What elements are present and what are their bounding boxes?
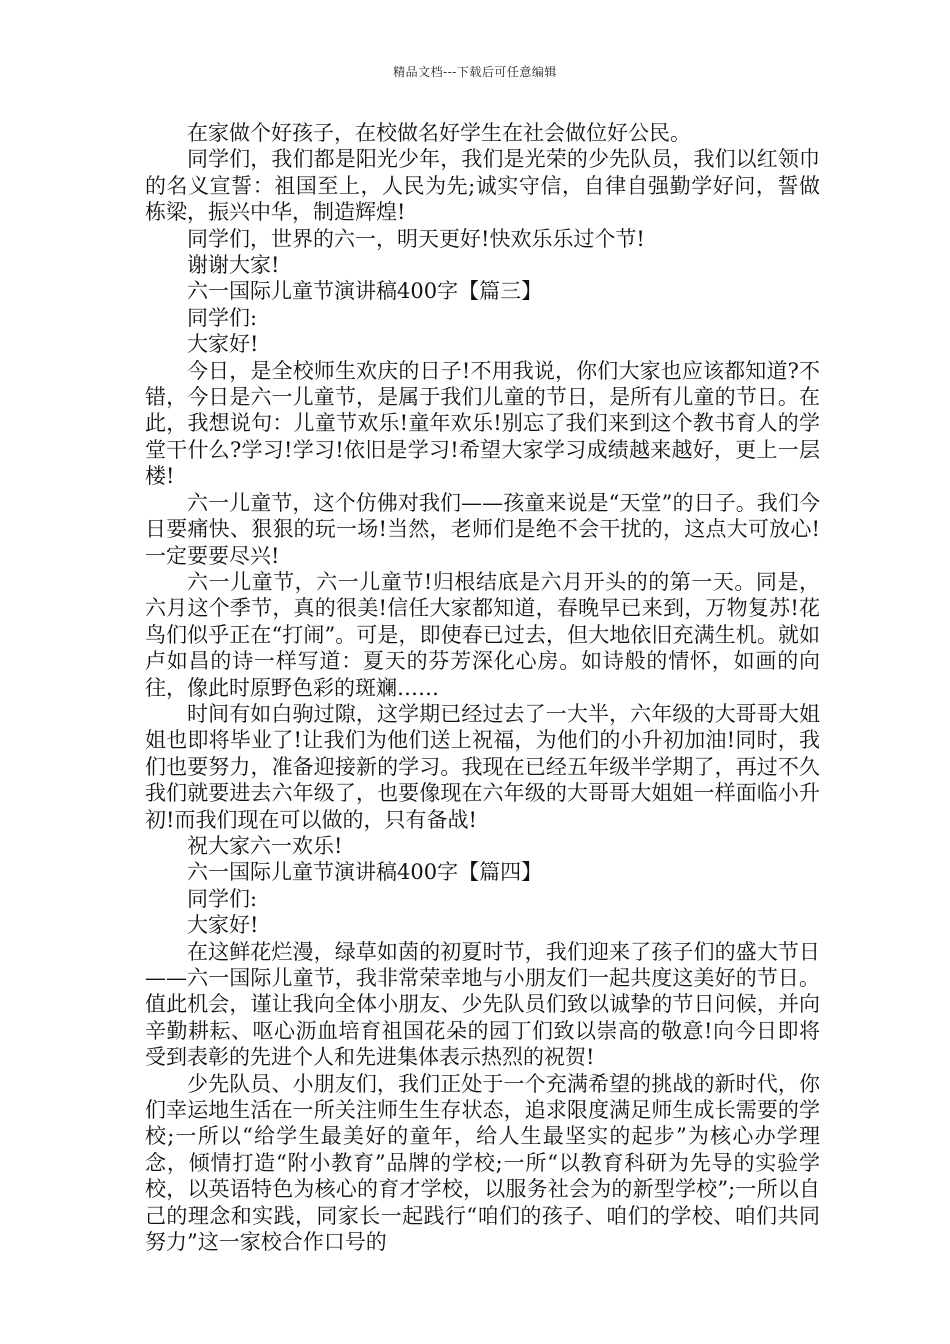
paragraph: 在家做个好孩子，在校做名好学生在社会做位好公民。 (187, 121, 691, 145)
paragraph: 祝大家六一欢乐! (187, 833, 343, 858)
paragraph: 谢谢大家! (187, 253, 280, 278)
paragraph: 同学们，我们都是阳光少年，我们是光荣的少先队员，我们以红领巾的名义宣誓：祖国至上，人民为先;诚实守信，自律自强勤学好问，誓做栋梁，振兴中华，制造辉煌! (145, 147, 820, 225)
paragraph: 六一儿童节，这个仿佛对我们——孩童来说是“天堂”的日子。我们今日要痛快、狠狠的玩一场!当然，老师们是绝不会干扰的，这点大可放心!一定要要尽兴! (145, 490, 820, 568)
page-header: 精品文档---下载后可任意编辑 (393, 65, 557, 79)
document-body (145, 120, 820, 1255)
salutation: 同学们: (187, 886, 258, 911)
paragraph: 少先队员、小朋友们，我们正处于一个充满希望的挑战的新时代，你们幸运地生活在一所关注师生生存状态，追求限度满足师生成长需要的学校;一所以“给学生最美好的童年，给人生最坚实的起步”为核心办学理念，倾情打造“附小教育”品牌的学校;一所“以教育科研为先导的实验学校，以英语特色为核心的育才学校，以服务社会为的新型学校”;一所以自己的理念和实践，同家长一起践行“咱们的孩子、咱们的学校、咱们共同努力”这一家校合作口号的 (145, 1071, 820, 1255)
paragraph: 时间有如白驹过隙，这学期已经过去了一大半，六年级的大哥哥大姐姐也即将毕业了!让我们为他们送上祝福，为他们的小升初加油!同时，我们也要努力，准备迎接新的学习。我现在已经五年级半学期了，再过不久我们就要进去六年级了，也要像现在六年级的大哥哥大姐姐一样面临小升初!而我们现在可以做的，只有备战! (145, 701, 820, 832)
paragraph: 同学们，世界的六一，明天更好!快欢乐乐过个节! (187, 226, 645, 251)
paragraph: 今日，是全校师生欢庆的日子!不用我说，你们大家也应该都知道?不错，今日是六一儿童节，是属于我们儿童的节日，是所有儿童的节日。在此，我想说句：儿童节欢乐!童年欢乐!别忘了我们来到这个教书育人的学堂干什么?学习!学习!依旧是学习!希望大家学习成绩越来越好，更上一层楼! (145, 358, 820, 489)
section-heading: 六一国际儿童节演讲稿400字【篇四】 (187, 860, 543, 885)
greeting: 大家好! (187, 913, 259, 938)
paragraph: 六一儿童节，六一儿童节!归根结底是六月开头的的第一天。同是，六月这个季节，真的很美!信任大家都知道，春晚早已来到，万物复苏!花鸟们似乎正在“打闹”。可是，即使春已过去，但大地依旧充满生机。就如卢如昌的诗一样写道：夏天的芬芳深化心房。如诗般的情怀，如画的向往，像此时原野色彩的斑斓…… (145, 569, 820, 700)
paragraph: 在这鲜花烂漫，绿草如茵的初夏时节，我们迎来了孩子们的盛大节日——六一国际儿童节，我非常荣幸地与小朋友们一起共度这美好的节日。值此机会，谨让我向全体小朋友、少先队员们致以诚挚的节日问候，并向辛勤耕耘、呕心沥血培育祖国花朵的园丁们致以崇高的敬意!向今日即将受到表彰的先进个人和先进集体表示热烈的祝贺! (145, 939, 820, 1070)
greeting: 大家好! (187, 332, 259, 357)
section-heading: 六一国际儿童节演讲稿400字【篇三】 (187, 279, 543, 304)
salutation: 同学们: (187, 305, 258, 330)
